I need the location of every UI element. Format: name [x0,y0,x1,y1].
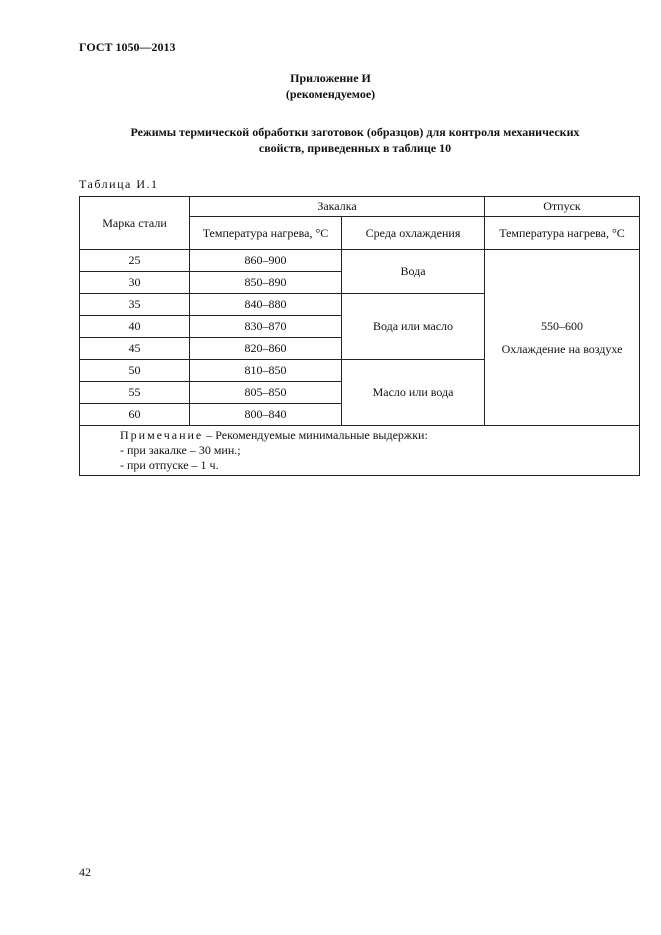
cell-grade: 30 [80,272,190,294]
table-caption: Таблица И.1 [79,177,159,191]
note-row [80,426,640,476]
cell-temp: 805–850 [190,382,342,404]
appendix-heading [0,70,661,102]
note-text: – Рекомендуемые минимальные выдержки: [203,428,428,442]
cell-medium: Вода [342,250,485,294]
note-line-1: - при закалке – 30 мин.; [120,443,241,457]
note-label: Примечание [120,428,204,442]
appendix-title: Приложение И [290,71,371,85]
header-quenching: Закалка [190,197,485,217]
section-title-line-2: свойств, приведенных в таблице 10 [258,141,452,155]
table-note [80,426,640,476]
cell-temp: 850–890 [190,272,342,294]
header-heating-temp: Температура нагрева, °С [190,217,342,250]
tempering-cooling: Охлаждение на воздухе [501,341,623,356]
cell-grade: 60 [80,404,190,426]
header-steel-grade: Марка стали [80,197,190,250]
header-tempering-temp: Температура нагрева, °С [485,217,640,250]
cell-temp: 860–900 [190,250,342,272]
cell-grade: 50 [80,360,190,382]
cell-tempering [485,250,640,426]
cell-grade: 35 [80,294,190,316]
page-number: 42 [79,865,91,879]
section-title-line-1: Режимы термической обработки заготовок (образцов) для контроля механических [130,125,580,139]
table-row [80,250,640,272]
cell-grade: 25 [80,250,190,272]
document-id: ГОСТ 1050—2013 [79,40,176,54]
cell-medium: Вода или масло [342,294,485,360]
cell-temp: 840–880 [190,294,342,316]
cell-grade: 45 [80,338,190,360]
cell-temp: 820–860 [190,338,342,360]
cell-temp: 810–850 [190,360,342,382]
cell-grade: 40 [80,316,190,338]
cell-grade: 55 [80,382,190,404]
header-row-1 [80,197,640,217]
note-header [120,428,639,443]
cell-temp: 800–840 [190,404,342,426]
heat-treatment-table [79,196,640,476]
section-title [90,124,620,156]
note-line-2: - при отпуске – 1 ч. [120,458,219,472]
header-cooling-medium: Среда охлаждения [342,217,485,250]
header-tempering: Отпуск [485,197,640,217]
appendix-subtitle: (рекомендуемое) [285,87,376,101]
cell-temp: 830–870 [190,316,342,338]
tempering-temp: 550–600 [541,318,584,333]
cell-medium: Масло или вода [342,360,485,426]
